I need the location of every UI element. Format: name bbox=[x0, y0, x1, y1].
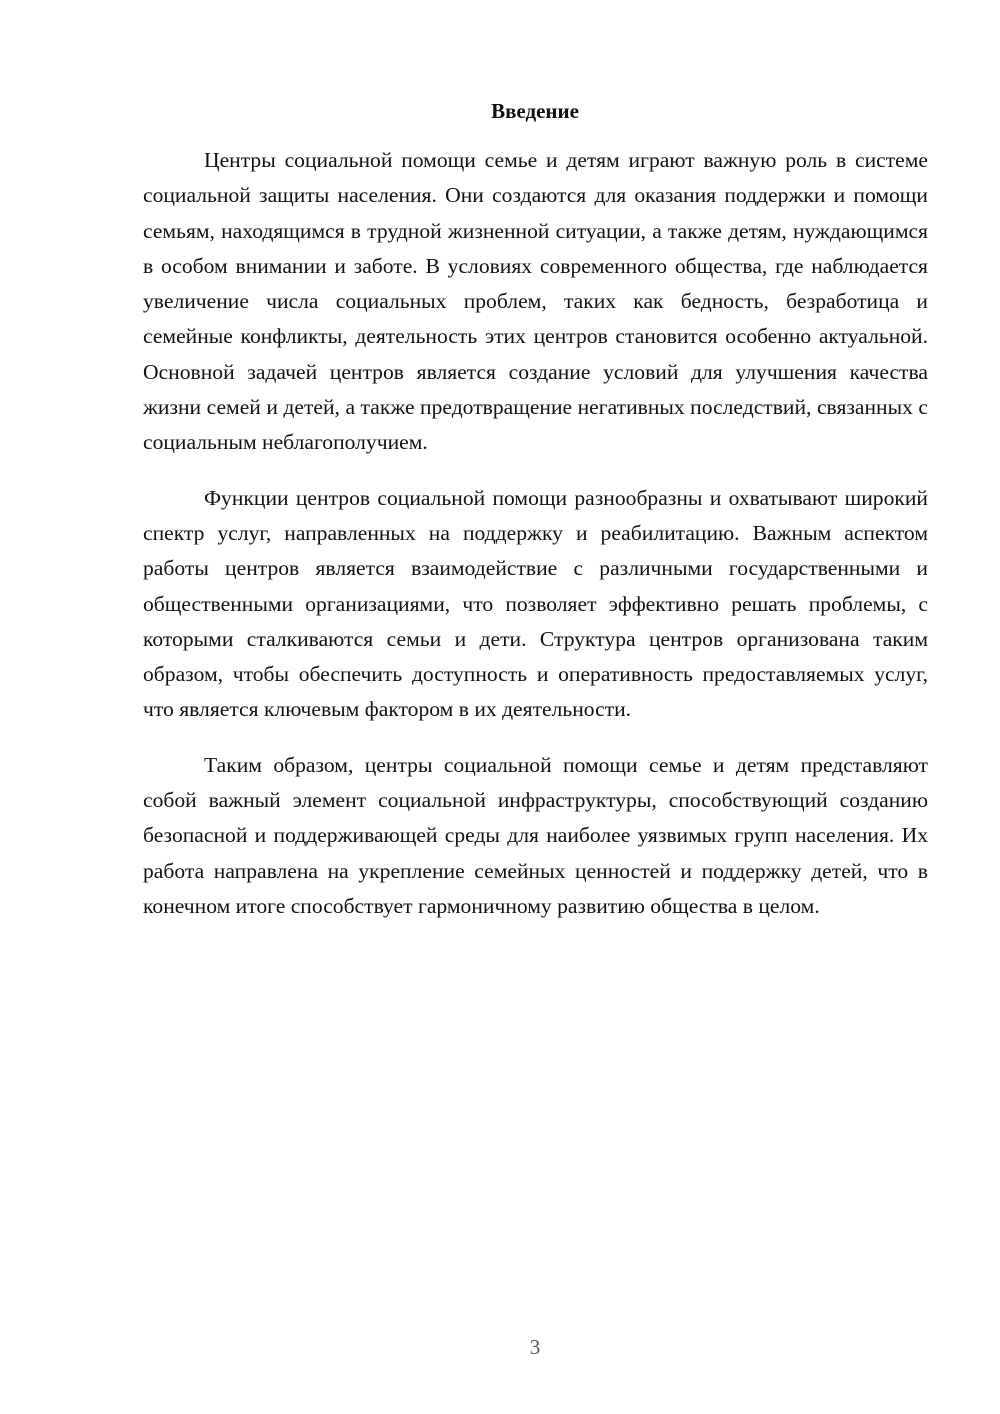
paragraph-3: Таким образом, центры социальной помощи семье и детям представляют собой важный элемент социальной инфраструктуры, способствующий созданию безопасной и поддерживающей среды для наиболее уязвимых групп населения. Их работа направлена на укрепление семейных ценностей и поддержку детей, что в конечном итоге способствует гармоничному развитию общества в целом. bbox=[143, 752, 928, 918]
paragraph-2: Функции центров социальной помощи разнообразны и охватывают широкий спектр услуг, направленных на поддержку и реабилитацию. Важным аспектом работы центров является взаимодействие с различными государственными и общественными организациями, что позволяет эффективно решать проблемы, с которыми сталкиваются семьи и дети. Структура центров организована таким образом, чтобы обеспечить доступность и оперативность предоставляемых услуг, что является ключевым фактором в их деятельности. bbox=[143, 485, 928, 722]
body-text bbox=[143, 143, 928, 944]
page-number: 3 bbox=[529, 1335, 541, 1359]
paragraph-1: Центры социальной помощи семье и детям играют важную роль в системе социальной защиты населения. Они создаются для оказания поддержки и помощи семьям, находящимся в трудной жизненной ситуации, а также детям, нуждающимся в особом внимании и заботе. В условиях современного общества, где наблюдается увеличение числа социальных проблем, таких как бедность, безработица и семейные конфликты, деятельность этих центров становится особенно актуальной. Основной задачей центров является создание условий для улучшения качества жизни семей и детей, а также предотвращение негативных последствий, связанных с социальным неблагополучием. bbox=[143, 148, 928, 455]
section-title: Введение bbox=[491, 99, 579, 123]
